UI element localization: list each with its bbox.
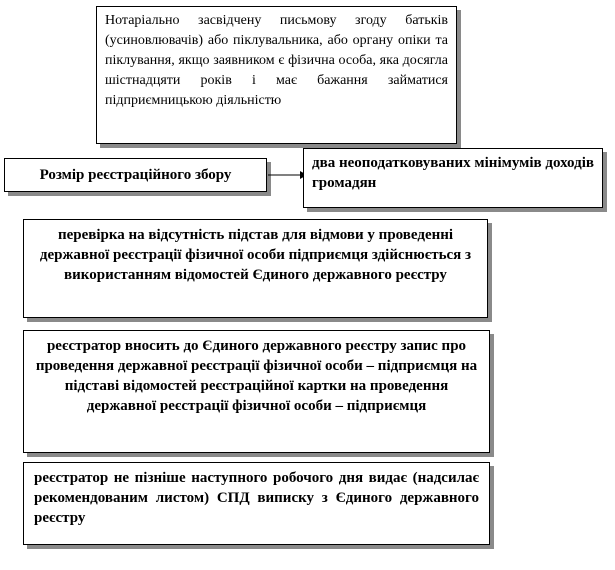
fee-arrow xyxy=(268,168,308,182)
extract-text: реєстратор не пізніше наступного робочого дня видає (надсилає рекомендованим листом) СПД виписку з Єдиного державного реєстру xyxy=(34,470,479,526)
fee-label-box xyxy=(4,158,267,192)
fee-label-text: Розмір реєстраційного збору xyxy=(39,167,232,183)
fee-value-text: два неоподатковуваних мінімумів доходів громадян xyxy=(312,155,594,191)
fee-value-box xyxy=(303,148,603,208)
check-text: перевірка на відсутність підстав для відмови у проведенні державної реєстрації фізичної особи підприємця здійснюється з використанням відомостей Єдиного державного реєстру xyxy=(39,227,472,283)
record-box xyxy=(23,330,490,453)
consent-box xyxy=(96,6,457,144)
record-text: реєстратор вносить до Єдиного державного реєстру запис про проведення державної реєстрації фізичної особи – підприємця на підставі відомостей реєстраційної картки на проведення державної реєстрації фізичної особи – підприємця xyxy=(35,338,478,414)
check-box xyxy=(23,219,488,318)
extract-box xyxy=(23,462,490,545)
consent-text: Нотаріально засвідчену письмову згоду батьків (усиновлювачів) або піклувальника, або органу опіки та піклування, якщо заявником є фізична особа, яка досягла шістнадцяти років і має бажання займатися підприємницькою діяльністю xyxy=(105,13,448,108)
